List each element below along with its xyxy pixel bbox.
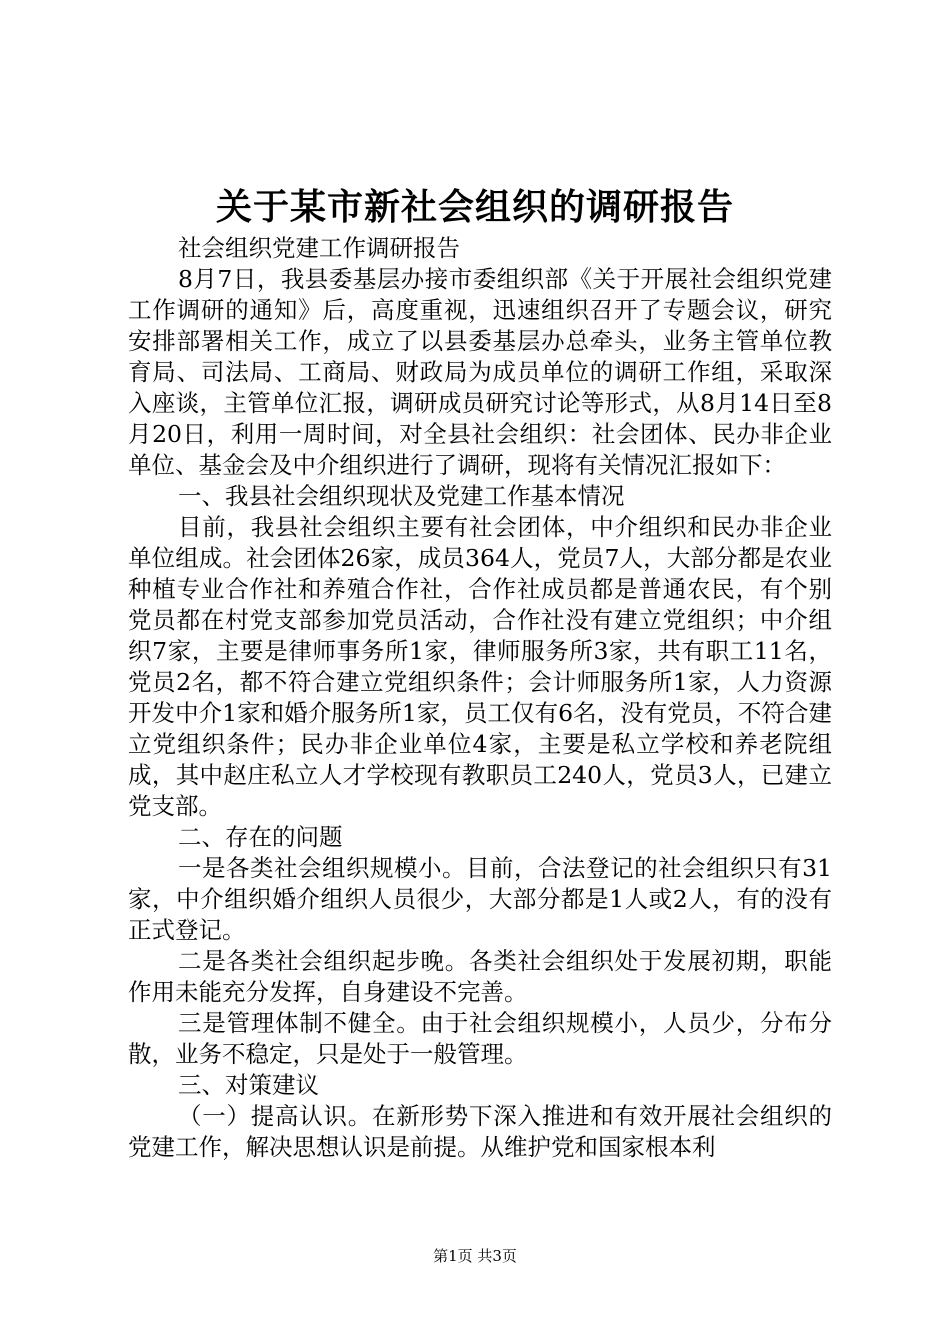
problem-paragraph-1: 一是各类社会组织规模小。目前，合法登记的社会组织只有31家，中介组织婚介组织人员很少，大部分都是1人或2人，有的没有正式登记。	[128, 854, 832, 944]
section-heading-1: 一、我县社会组织现状及党建工作基本情况	[178, 482, 625, 510]
section-heading-2: 二、存在的问题	[178, 823, 343, 851]
status-paragraph: 目前，我县社会组织主要有社会团体，中介组织和民办非企业单位组成。社会团体26家，成员364人，党员7人，大部分都是农业种植专业合作社和养殖合作社，合作社成员都是普通农民，有个别党员都在村党支部参加党员活动，合作社没有建立党组织；中介组织7家，主要是律师事务所1家，律师服务所3家，共有职工11名，党员2名，都不符合建立党组织条件；会计师服务所1家，人力资源开发中介1家和婚介服务所1家，员工仅有6名，没有党员，不符合建立党组织条件；民办非企业单位4家，主要是私立学校和养老院组成，其中赵庄私立人才学校现有教职员工240人，党员3人，已建立党支部。	[128, 513, 832, 820]
problem-paragraph-2: 二是各类社会组织起步晚。各类社会组织处于发展初期，职能作用未能充分发挥，自身建设不完善。	[128, 947, 832, 1006]
subtitle-paragraph: 社会组织党建工作调研报告	[178, 234, 460, 262]
problem-paragraph-3: 三是管理体制不健全。由于社会组织规模小，人员少，分布分散，业务不稳定，只是处于一般管理。	[128, 1009, 832, 1068]
document-title: 关于某市新社会组织的调研报告	[215, 186, 734, 228]
page-number-footer: 第1页 共3页	[433, 1247, 517, 1265]
section-heading-3: 三、对策建议	[178, 1071, 319, 1099]
document-body	[128, 233, 832, 1163]
suggestion-paragraph-1: （一）提高认识。在新形势下深入推进和有效开展社会组织的党建工作，解决思想认识是前提。从维护党和国家根本利	[128, 1102, 832, 1161]
intro-paragraph: 8月7日，我县委基层办接市委组织部《关于开展社会组织党建工作调研的通知》后，高度重视，迅速组织召开了专题会议，研究安排部署相关工作，成立了以县委基层办总牵头，业务主管单位教育局、司法局、工商局、财政局为成员单位的调研工作组，采取深入座谈，主管单位汇报，调研成员研究讨论等形式，从8月14日至8月20日，利用一周时间，对全县社会组织：社会团体、民办非企业单位、基金会及中介组织进行了调研，现将有关情况汇报如下：	[128, 265, 832, 479]
